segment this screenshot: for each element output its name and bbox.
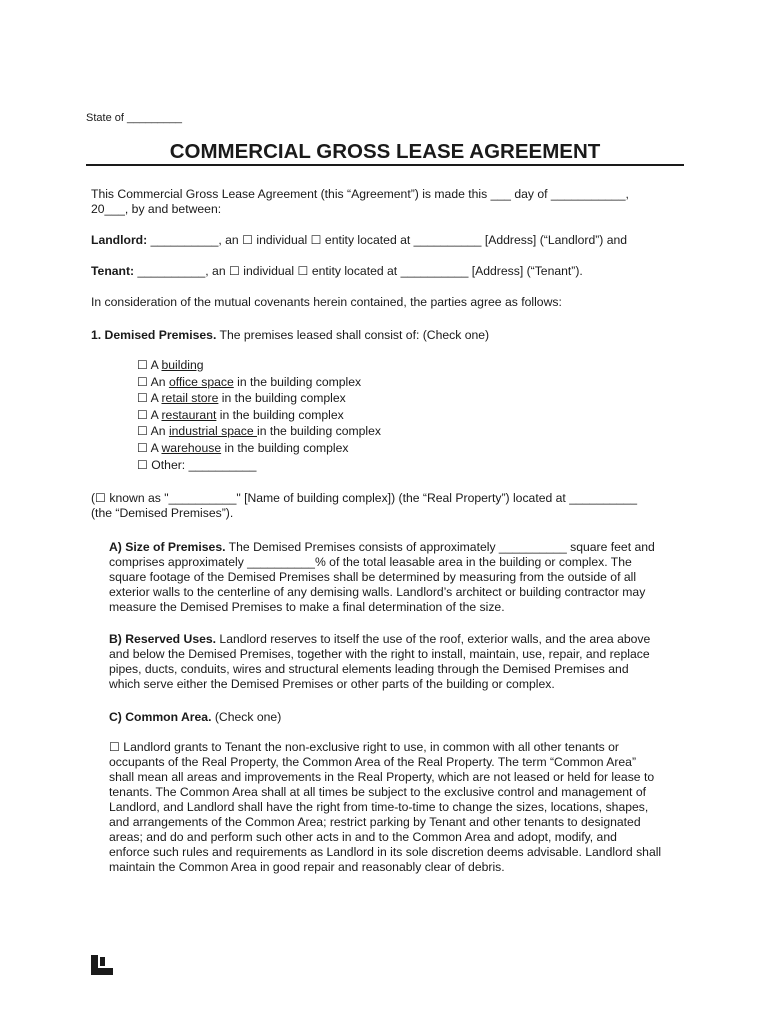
intro-paragraph: [91, 187, 629, 217]
subsection-b-heading: B) Reserved Uses.: [109, 632, 217, 646]
subsection-c-heading: C) Common Area.: [109, 710, 212, 724]
tenant-label: Tenant:: [91, 264, 135, 278]
subsection-b: B) Reserved Uses. Landlord reserves to itself the use of the roof, exterior walls, and the area above and below the Demised Premises, together with the right to install, maintain, use, repair, and replace pipes, ducts, conduits, wires and structural elements leading through the Demised Premises and which serve either the Demised Premises or other parts of the building or complex.: [109, 632, 651, 691]
premises-option[interactable]: ☐ An industrial space in the building complex: [137, 424, 381, 439]
premises-option[interactable]: ☐ Other: __________: [137, 457, 257, 472]
premises-option[interactable]: ☐ A restaurant in the building complex: [137, 407, 344, 422]
option-link[interactable]: restaurant: [161, 407, 217, 422]
subsection-a-heading: A) Size of Premises.: [109, 540, 226, 554]
consideration-line: In consideration of the mutual covenants herein contained, the parties agree as follows:: [91, 295, 562, 309]
known-as-paragraph: (☐ known as "__________" [Name of building complex]) (the “Real Property”) located at __________ (the “Demised Premises”).: [91, 491, 637, 520]
common-area-paragraph: ☐ Landlord grants to Tenant the non-exclusive right to use, in common with all other tenants or occupants of the Real Property, the Common Area of the Real Property. The term “Common Area” shall mean all areas and improvements in the Real Property, which are not leased or held for lease to tenants. The Common Area shall at all times be subject to the exclusive control and management of Landlord, and Landlord shall have the right from time-to-time to change the sizes, locations, shapes, and arrangements of the Common Area; restrict parking by Tenant and other tenants to designated areas; and do and perform such other acts in and to the Common Area and adopt, modify, and enforce such rules and requirements as Landlord in its sole discretion deems advisable. Landlord shall maintain the Common Area in good repair and reasonably clear of debris.: [109, 740, 662, 874]
premises-option[interactable]: ☐ A retail store in the building complex: [137, 391, 346, 406]
state-line: State of _________: [86, 112, 183, 124]
option-link[interactable]: office space: [168, 374, 234, 389]
premises-option[interactable]: ☐ An office space in the building complex: [137, 374, 362, 389]
tenant-text: __________, an ☐ individual ☐ entity located at __________ [Address] (“Tenant”).: [134, 264, 583, 278]
subsection-c-heading-line: C) Common Area. (Check one): [109, 710, 282, 724]
option-link[interactable]: warehouse: [161, 440, 222, 455]
section-1-heading: 1. Demised Premises.: [91, 328, 217, 342]
subsection-a: A) Size of Premises. The Demised Premises consists of approximately __________ square feet and comprises approximately __________% of the total leasable area in the building or complex. The square footage of the Demised Premises shall be determined by measuring from the outside of all exterior walls to the centerline of any demising walls. Landlord’s architect or building contractor may measure the Demised Premises to make a final determination of the size.: [109, 540, 655, 614]
title-rule: [86, 164, 684, 166]
option-link[interactable]: industrial space: [168, 424, 258, 439]
intro-line-2: 20___, by and between:: [91, 202, 222, 216]
option-link[interactable]: building: [161, 358, 204, 372]
section-1-text: The premises leased shall consist of: (Check one): [216, 328, 490, 342]
brand-logo-icon: [91, 955, 113, 975]
landlord-text: __________, an ☐ individual ☐ entity located at __________ [Address] (“Landlord”) and: [147, 233, 628, 247]
tenant-line: [91, 264, 583, 279]
premises-option[interactable]: ☐ A building: [137, 358, 204, 372]
intro-line-1: This Commercial Gross Lease Agreement (this “Agreement”) is made this ___ day of ___________,: [91, 187, 629, 201]
premises-options-list: [137, 357, 381, 473]
option-link[interactable]: retail store: [161, 391, 219, 406]
premises-option[interactable]: ☐ A warehouse in the building complex: [137, 440, 349, 455]
section-1-intro: [91, 328, 489, 343]
landlord-line: [91, 233, 627, 248]
landlord-label: Landlord:: [91, 233, 148, 247]
document-title: COMMERCIAL GROSS LEASE AGREEMENT: [169, 140, 601, 163]
